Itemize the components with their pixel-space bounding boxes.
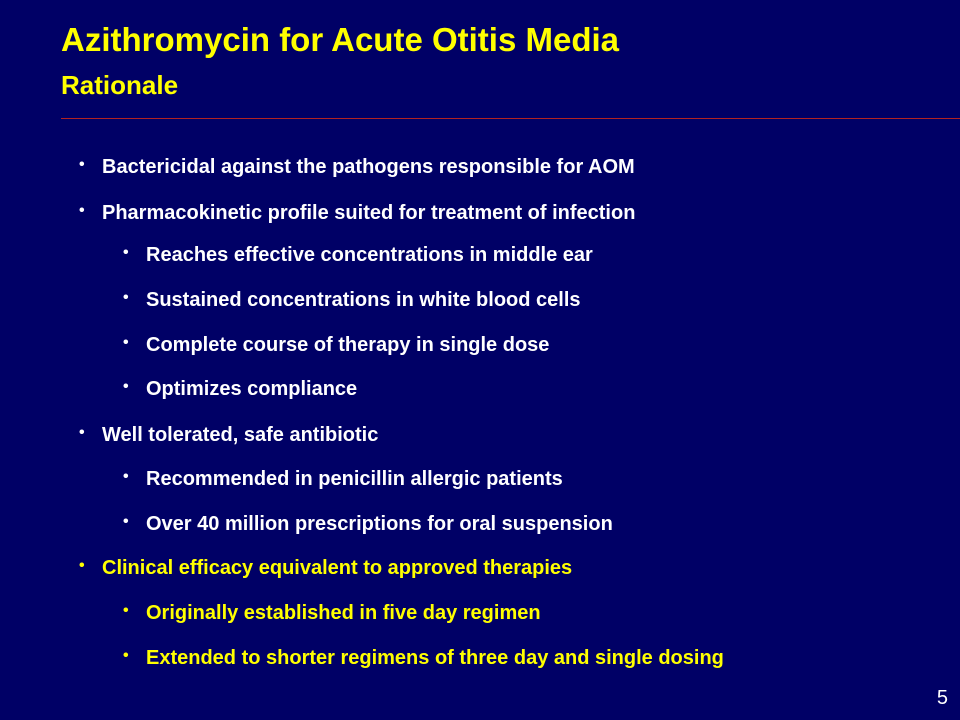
bullet-item [79, 201, 636, 225]
sub-bullet-item [123, 601, 541, 625]
bullet-text: Pharmacokinetic profile suited for treatment of infection [102, 202, 636, 224]
bullet-dot-icon: • [123, 244, 129, 261]
sub-bullet-item [123, 288, 581, 312]
bullet-item [79, 423, 379, 447]
slide-title: Azithromycin for Acute Otitis Media [61, 21, 620, 58]
bullet-text: Sustained concentrations in white blood cells [146, 289, 581, 311]
sub-bullet-item [123, 333, 550, 357]
bullet-dot-icon: • [123, 289, 129, 306]
bullet-dot-icon: • [79, 202, 85, 219]
page-number: 5 [936, 687, 948, 709]
bullet-dot-icon: • [79, 557, 85, 574]
sub-bullet-item [123, 646, 724, 670]
bullet-dot-icon: • [123, 378, 129, 395]
bullet-text: Well tolerated, safe antibiotic [102, 424, 379, 446]
bullet-dot-icon: • [123, 602, 129, 619]
slide-subtitle: Rationale [61, 70, 179, 100]
sub-bullet-item [123, 512, 613, 536]
bullet-text: Originally established in five day regimen [146, 602, 541, 624]
bullet-dot-icon: • [123, 468, 129, 485]
bullet-text: Bactericidal against the pathogens responsible for AOM [102, 156, 635, 178]
bullet-text: Clinical efficacy equivalent to approved therapies [102, 557, 573, 579]
title-divider [61, 118, 960, 119]
bullet-item [79, 155, 635, 179]
bullet-dot-icon: • [123, 647, 129, 664]
bullet-text: Recommended in penicillin allergic patients [146, 468, 563, 490]
sub-bullet-item [123, 377, 358, 401]
bullet-text: Reaches effective concentrations in middle ear [146, 244, 593, 266]
bullet-text: Extended to shorter regimens of three day and single dosing [146, 647, 724, 669]
bullet-text: Complete course of therapy in single dose [146, 334, 550, 356]
sub-bullet-item [123, 467, 563, 491]
bullet-dot-icon: • [123, 513, 129, 530]
bullet-dot-icon: • [79, 424, 85, 441]
bullet-text: Optimizes compliance [146, 378, 358, 400]
bullet-dot-icon: • [79, 156, 85, 173]
bullet-text: Over 40 million prescriptions for oral suspension [146, 513, 613, 535]
bullet-dot-icon: • [123, 334, 129, 351]
sub-bullet-item [123, 243, 593, 267]
bullet-item [79, 556, 573, 580]
